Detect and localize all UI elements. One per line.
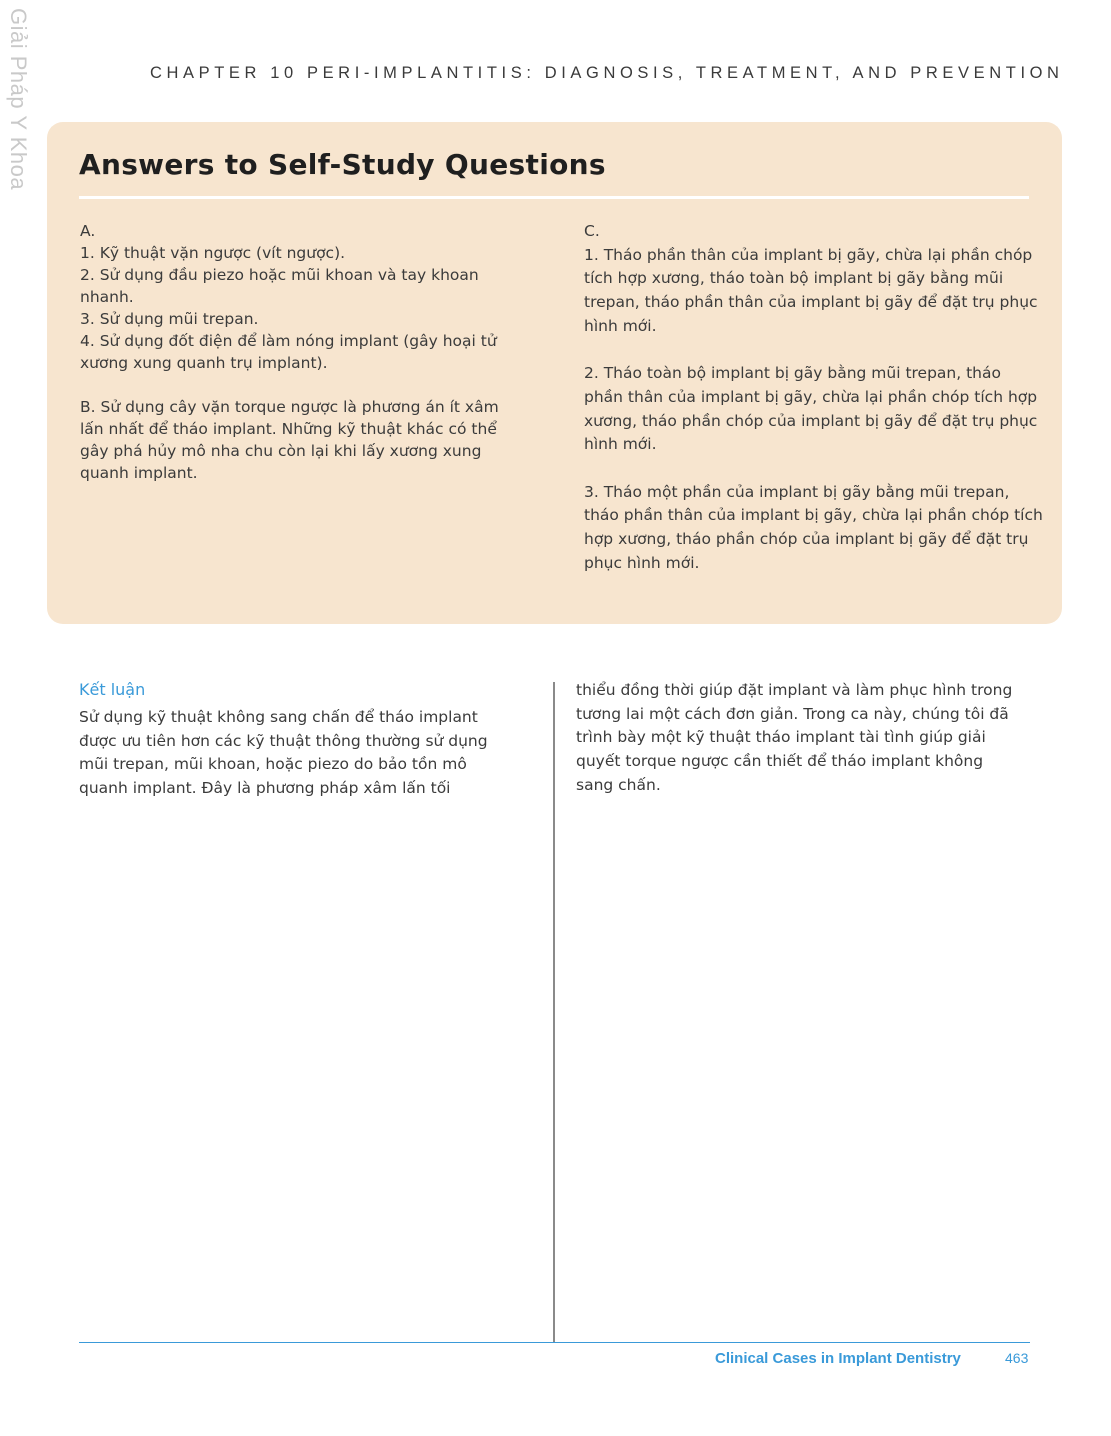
section-c-item: 3. Tháo một phần của implant bị gãy bằng mũi trepan, tháo phần thân của implant bị gãy, chừa lại phần chóp tích hợp xương, tháo phần chóp của implant bị gãy để đặt trụ phục hình mới. (584, 482, 1043, 572)
section-b-text: B. Sử dụng cây vặn torque ngược là phương án ít xâm lấn nhất để tháo implant. Những kỹ thuật khác có thể gây phá hủy mô nha chu còn lại khi lấy xương xung quanh implant. (80, 398, 499, 482)
conclusion-heading: Kết luận (79, 680, 146, 699)
section-a-item: 4. Sử dụng đốt điện để làm nóng implant (gây hoại tử xương xung quanh trụ implant). (80, 332, 497, 372)
footer-book-title: Clinical Cases in Implant Dentistry (715, 1350, 961, 1367)
box-title: Answers to Self-Study Questions (79, 148, 606, 181)
box-title-rule (79, 196, 1029, 199)
column-divider (553, 682, 555, 1342)
spacer (584, 339, 1044, 363)
page-number: 463 (1005, 1350, 1029, 1366)
answers-column-c (584, 220, 1044, 576)
answers-column-a (80, 220, 520, 484)
section-c-item: 1. Tháo phần thân của implant bị gãy, chừa lại phần chóp tích hợp xương, tháo toàn bộ implant bị gãy bằng mũi trepan, tháo phần thân của implant bị gãy để đặt trụ phục hình mới. (584, 245, 1038, 335)
section-a-item: 2. Sử dụng đầu piezo hoặc mũi khoan và tay khoan nhanh. (80, 266, 479, 306)
conclusion-left-text: Sử dụng kỹ thuật không sang chấn để tháo implant được ưu tiên hơn các kỹ thuật thông thường sử dụng mũi trepan, mũi khoan, hoặc piezo do bảo tồn mô quanh implant. Đây là phương pháp xâm lấn tối (79, 708, 488, 798)
section-a-item: 1. Kỹ thuật vặn ngược (vít ngược). (80, 244, 346, 262)
section-a-label: A. (80, 222, 96, 240)
running-head: CHAPTER 10 PERI-IMPLANTITIS: DIAGNOSIS, TREATMENT, AND PREVENTION (150, 64, 1064, 82)
conclusion-right-text: thiểu đồng thời giúp đặt implant và làm phục hình trong tương lai một cách đơn giản. Trong ca này, chúng tôi đã trình bày một kỹ thuật tháo implant tài tình giúp giải quyết torque ngược cần thiết để tháo implant không sang chấn. (576, 681, 1013, 794)
spacer (80, 374, 520, 396)
answers-box (47, 122, 1062, 624)
spacer (584, 457, 1044, 481)
section-a-item: 3. Sử dụng mũi trepan. (80, 310, 259, 328)
section-c-label: C. (584, 222, 600, 240)
section-c-item: 2. Tháo toàn bộ implant bị gãy bằng mũi trepan, tháo phần thân của implant bị gãy, chừa lại phần chóp tích hợp xương, tháo phần chóp của implant bị gãy để đặt trụ phục hình mới. (584, 364, 1038, 454)
watermark: Giải Pháp Y Khoa (6, 8, 31, 191)
footer-rule (79, 1342, 1030, 1343)
